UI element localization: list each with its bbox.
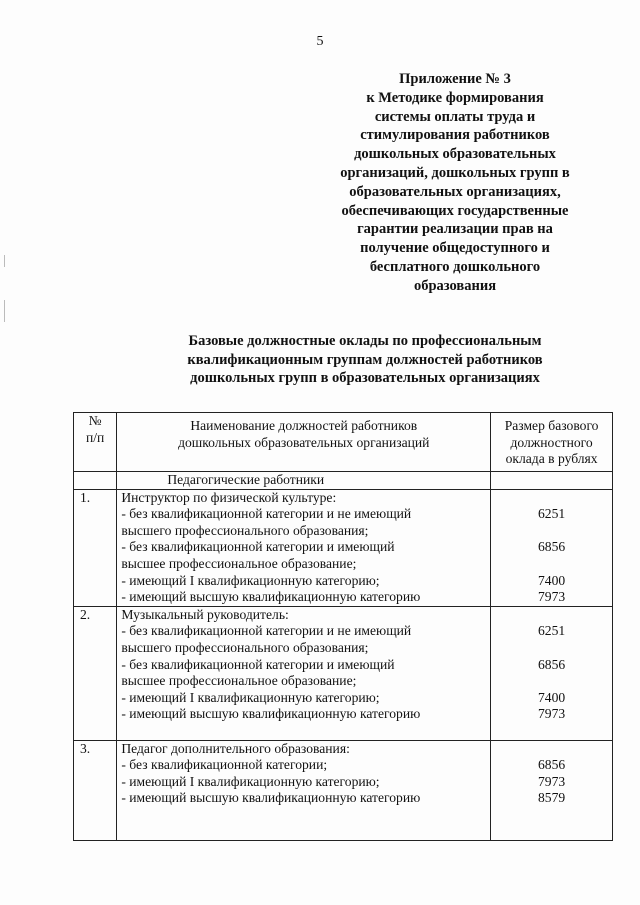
category-label: Педагогические работники bbox=[117, 472, 491, 490]
salary-cell bbox=[491, 740, 613, 841]
row-number: 2. bbox=[74, 606, 117, 740]
category-row bbox=[74, 472, 613, 490]
scan-margin-mark bbox=[4, 255, 5, 267]
position-title: Музыкальный руководитель: bbox=[121, 606, 289, 622]
scan-margin-mark bbox=[4, 300, 5, 322]
position-item-line: высшее профессиональное образование; bbox=[121, 673, 357, 689]
position-item-line: - без квалификационной категории и не имеющий bbox=[121, 506, 412, 522]
position-item-line: высшее профессиональное образование; bbox=[121, 555, 357, 571]
header-size-line: оклада в рублях bbox=[505, 451, 598, 467]
salary-value: 6856 bbox=[538, 757, 566, 773]
row-number: 1. bbox=[74, 489, 117, 606]
salary-value: 8579 bbox=[538, 790, 566, 806]
position-item-line: высшего профессионального образования; bbox=[121, 639, 369, 655]
position-item-line: - без квалификационной категории и не имеющий bbox=[121, 623, 412, 639]
position-item-line: - имеющий высшую квалификационную категорию bbox=[121, 589, 421, 605]
appendix-line: получение общедоступного и bbox=[360, 240, 550, 257]
position-item-line: - без квалификационной категории и имеющий bbox=[121, 539, 395, 555]
header-num-cell bbox=[74, 413, 117, 472]
position-item-line: - имеющий I квалификационную категорию; bbox=[121, 773, 380, 789]
appendix-line: системы оплаты труда и bbox=[374, 108, 536, 125]
position-cell bbox=[117, 740, 491, 841]
row-number: 3. bbox=[74, 740, 117, 841]
position-item-line: - без квалификационной категории и имеющий bbox=[121, 656, 395, 672]
salary-cell bbox=[491, 489, 613, 606]
title-line: дошкольных групп в образовательных организациях bbox=[190, 370, 540, 387]
table-header-row bbox=[74, 413, 613, 472]
table-row bbox=[74, 606, 613, 740]
salary-value: 7400 bbox=[538, 689, 566, 705]
header-name-cell bbox=[117, 413, 491, 472]
salary-table bbox=[73, 412, 613, 841]
appendix-line: гарантии реализации прав на bbox=[357, 221, 553, 238]
title-line: квалификационным группам должностей работников bbox=[187, 351, 543, 368]
header-name-line: дошкольных образовательных организаций bbox=[178, 434, 430, 450]
position-item-line: - имеющий I квалификационную категорию; bbox=[121, 572, 380, 588]
appendix-line: образования bbox=[413, 277, 497, 294]
header-size-line: должностного bbox=[510, 434, 593, 450]
header-size-line: Размер базового bbox=[504, 418, 599, 433]
document-title bbox=[150, 332, 580, 388]
appendix-line: обеспечивающих государственные bbox=[341, 202, 569, 219]
header-num-line: п/п bbox=[86, 429, 105, 445]
appendix-line: бесплатного дошкольного bbox=[369, 258, 541, 275]
position-item-line: - имеющий высшую квалификационную категорию bbox=[121, 790, 421, 806]
salary-value: 6251 bbox=[538, 623, 566, 639]
salary-value: 6856 bbox=[538, 656, 566, 672]
title-line: Базовые должностные оклады по профессиональным bbox=[188, 333, 542, 349]
page-number: 5 bbox=[316, 34, 324, 49]
salary-value: 7973 bbox=[538, 773, 566, 789]
header-num-line: № bbox=[88, 413, 102, 428]
position-title: Инструктор по физической культуре: bbox=[121, 489, 337, 505]
position-item-line: - имеющий I квалификационную категорию; bbox=[121, 689, 380, 705]
appendix-line: организаций, дошкольных групп в bbox=[340, 164, 570, 181]
salary-value: 7400 bbox=[538, 572, 566, 588]
appendix-line: Приложение № 3 bbox=[399, 71, 511, 87]
appendix-line: дошкольных образовательных bbox=[354, 146, 556, 163]
table-row bbox=[74, 740, 613, 841]
position-item-line: высшего профессионального образования; bbox=[121, 522, 369, 538]
salary-cell bbox=[491, 606, 613, 740]
salary-value: 6251 bbox=[538, 506, 566, 522]
salary-value: 7973 bbox=[538, 706, 566, 722]
salary-value: 7973 bbox=[538, 589, 566, 605]
position-title: Педагог дополнительного образования: bbox=[121, 740, 350, 756]
salary-value: 6856 bbox=[538, 539, 566, 555]
position-item-line: - без квалификационной категории; bbox=[121, 757, 328, 773]
appendix-line: стимулирования работников bbox=[360, 127, 550, 144]
position-cell bbox=[117, 606, 491, 740]
position-cell bbox=[117, 489, 491, 606]
position-item-line: - имеющий высшую квалификационную категорию bbox=[121, 706, 421, 722]
appendix-heading bbox=[325, 70, 585, 296]
header-name-line: Наименование должностей работников bbox=[190, 418, 418, 433]
table-row bbox=[74, 489, 613, 606]
appendix-line: образовательных организациях, bbox=[349, 183, 561, 200]
appendix-line: к Методике формирования bbox=[366, 89, 544, 106]
header-size-cell bbox=[491, 413, 613, 472]
